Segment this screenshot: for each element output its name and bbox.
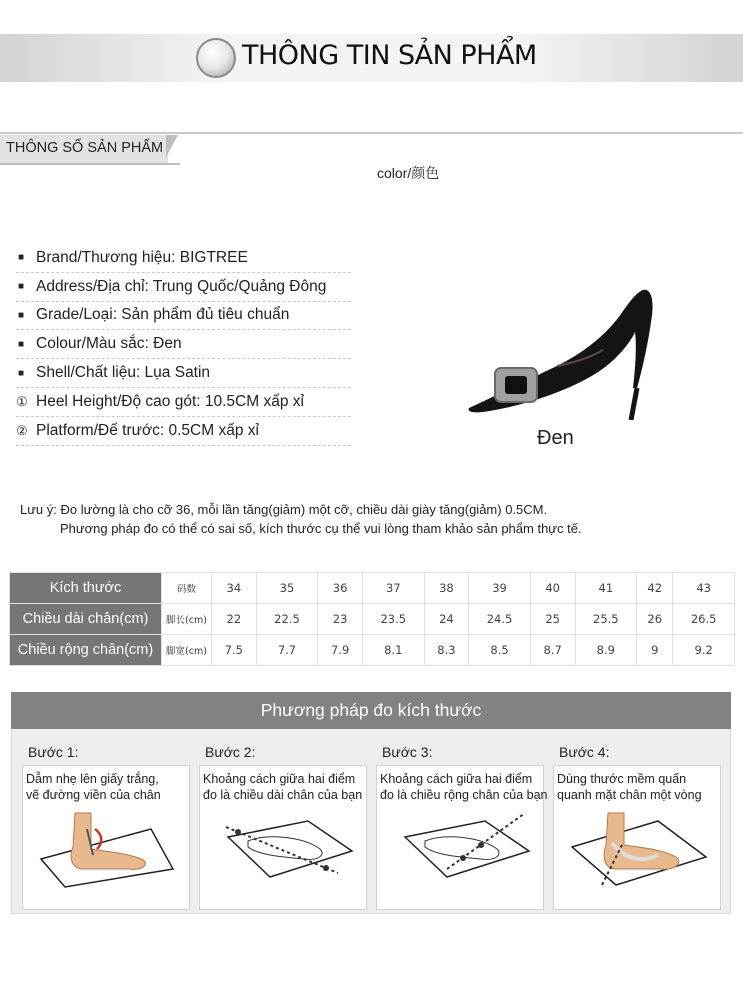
table-cell: 24.5 [469, 604, 531, 635]
table-cell: 9.2 [673, 635, 735, 666]
step-label: Bước 3: [382, 744, 433, 760]
spec-item-material [16, 359, 351, 388]
step-2 [199, 741, 367, 909]
table-cell: 7.7 [256, 635, 318, 666]
spec-item-colour [16, 330, 351, 359]
size-table [9, 572, 735, 666]
table-cell: 25 [530, 604, 575, 635]
spec-text: Grade/Loại: Sản phẩm đủ tiêu chuẩn [36, 306, 290, 324]
spec-text: Address/Địa chỉ: Trung Quốc/Quảng Đông [36, 277, 327, 295]
row-header: Kích thước [10, 573, 162, 604]
step-text: Dẫm nhẹ lên giấy trắng, [26, 772, 159, 786]
table-cell: 8.5 [469, 635, 531, 666]
tape-measure-foot-icon [562, 807, 712, 889]
row-subheader: 码数 [162, 573, 212, 604]
table-cell: 37 [362, 573, 424, 604]
color-label: color/颜色 [377, 165, 440, 181]
table-row [10, 635, 735, 666]
method-title: Phương pháp đo kích thước [11, 692, 731, 729]
table-cell: 25.5 [575, 604, 637, 635]
table-cell: 7.5 [212, 635, 257, 666]
spec-list [16, 244, 351, 446]
note-line: Lưu ý: Đo lường là cho cỡ 36, mỗi lần tăng(giảm) một cỡ, chiều dài giày tăng(giảm) 0.5CM. [20, 502, 548, 517]
table-cell: 8.1 [362, 635, 424, 666]
tab-corner-icon [166, 135, 178, 157]
row-header: Chiều dài chân(cm) [10, 604, 162, 635]
step-text: Khoảng cách giữa hai điểm [380, 772, 533, 786]
bullet-icon: ■ [18, 252, 25, 264]
step-text: quanh mặt chân một vòng [557, 788, 702, 802]
step-card [22, 765, 190, 910]
step-card [376, 765, 548, 910]
table-cell: 39 [469, 573, 531, 604]
step-label: Bước 4: [559, 744, 610, 760]
step-3 [376, 741, 548, 909]
bullet-icon: ■ [18, 309, 25, 321]
section-tab-underline [0, 163, 180, 165]
spec-text: Brand/Thương hiệu: BIGTREE [36, 248, 248, 266]
table-cell: 26 [637, 604, 673, 635]
section-divider [0, 132, 743, 134]
table-cell: 36 [318, 573, 363, 604]
bullet-icon: ■ [18, 338, 25, 350]
spec-text: Colour/Màu sắc: Đen [36, 335, 182, 353]
spec-item-brand [16, 244, 351, 273]
step-text: vẽ đường viền của chân [26, 788, 161, 802]
foot-length-icon [208, 807, 358, 889]
step-text: Dùng thước mềm quấn [557, 772, 687, 786]
bullet-icon: ■ [18, 367, 25, 379]
circle-icon [196, 38, 236, 78]
table-cell: 23.5 [362, 604, 424, 635]
table-cell: 22.5 [256, 604, 318, 635]
page-title: THÔNG TIN SẢN PHẨM [242, 40, 537, 71]
table-cell: 34 [212, 573, 257, 604]
row-subheader: 脚长(cm) [162, 604, 212, 635]
foot-width-icon [385, 807, 535, 889]
table-cell: 23 [318, 604, 363, 635]
table-cell: 38 [424, 573, 469, 604]
step-card [199, 765, 367, 910]
step-1 [22, 741, 190, 909]
step-text: Khoảng cách giữa hai điểm [203, 772, 356, 786]
color-caption: Đen [537, 427, 574, 449]
table-cell: 40 [530, 573, 575, 604]
row-header: Chiều rộng chân(cm) [10, 635, 162, 666]
table-row [10, 604, 735, 635]
spec-item-grade [16, 302, 351, 331]
table-cell: 24 [424, 604, 469, 635]
step-label: Bước 2: [205, 744, 256, 760]
product-shoe-image [465, 270, 665, 420]
foot-tracing-icon [31, 807, 181, 889]
spec-text: Platform/Đế trước: 0.5CM xấp xỉ [36, 421, 259, 439]
measurement-note [20, 500, 582, 538]
step-card [553, 765, 721, 910]
step-label: Bước 1: [28, 744, 79, 760]
spec-text: Shell/Chất liệu: Lụa Satin [36, 364, 211, 382]
table-cell: 9 [637, 635, 673, 666]
row-subheader: 脚宽(cm) [162, 635, 212, 666]
bullet-icon: ■ [18, 281, 25, 293]
step-4 [553, 741, 721, 909]
spec-item-address [16, 273, 351, 302]
table-cell: 7.9 [318, 635, 363, 666]
table-cell: 8.3 [424, 635, 469, 666]
table-cell: 35 [256, 573, 318, 604]
table-cell: 42 [637, 573, 673, 604]
note-line: Phương pháp đo có thể có sai số, kích thước cụ thể vui lòng tham khảo sản phẩm thực tế. [60, 521, 582, 536]
number-one-icon: ① [16, 393, 28, 409]
table-cell: 8.7 [530, 635, 575, 666]
table-cell: 8.9 [575, 635, 637, 666]
table-cell: 22 [212, 604, 257, 635]
step-text: đo là chiều dài chân của bạn [203, 788, 363, 802]
spec-item-platform [16, 417, 351, 446]
table-cell: 41 [575, 573, 637, 604]
spec-item-heel-height [16, 388, 351, 417]
section-tab-label: THÔNG SỐ SẢN PHẨM [6, 140, 164, 156]
step-text: đo là chiều rộng chân của bạn [380, 788, 548, 802]
spec-text: Heel Height/Độ cao gót: 10.5CM xấp xỉ [36, 392, 304, 410]
table-cell: 26.5 [673, 604, 735, 635]
table-row [10, 573, 735, 604]
number-two-icon: ② [16, 422, 28, 438]
table-cell: 43 [673, 573, 735, 604]
